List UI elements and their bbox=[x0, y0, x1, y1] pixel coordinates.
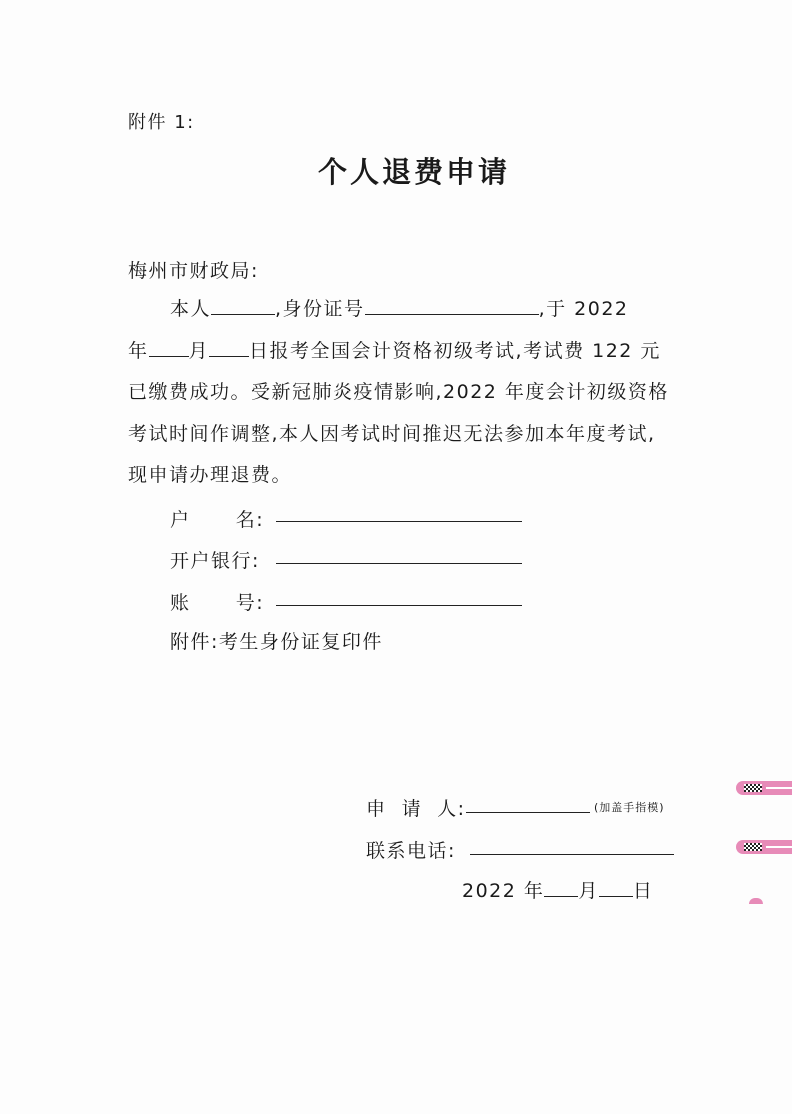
account-name-label: 户 名: bbox=[170, 509, 265, 531]
binder-tab-icon bbox=[736, 781, 792, 795]
applicant-line bbox=[466, 812, 590, 813]
date-month: 月 bbox=[578, 880, 599, 902]
recipient: 梅州市财政局: bbox=[128, 260, 259, 282]
attachment-label: 附件 1: bbox=[128, 112, 195, 133]
body-text: ,于 2022 bbox=[538, 298, 629, 320]
month-blank bbox=[149, 339, 189, 357]
account-name-line bbox=[276, 521, 522, 522]
bank-label: 开户银行: bbox=[170, 550, 260, 572]
body-line-4: 考试时间作调整,本人因考试时间推迟无法参加本年度考试, bbox=[128, 423, 656, 445]
day-blank bbox=[209, 339, 249, 357]
applicant-label: 申 请 人: bbox=[366, 798, 466, 820]
date-month-blank bbox=[544, 879, 578, 897]
body-line-2 bbox=[128, 336, 661, 363]
fingerprint-note: (加盖手指模) bbox=[594, 801, 665, 814]
date-line bbox=[462, 876, 653, 903]
date-day-blank bbox=[599, 879, 633, 897]
body-line-5: 现申请办理退费。 bbox=[128, 464, 293, 486]
attachment-note: 附件:考生身份证复印件 bbox=[170, 631, 383, 653]
bank-line bbox=[276, 563, 522, 564]
body-text: 年 bbox=[128, 340, 149, 362]
document-title: 个人退费申请 bbox=[318, 155, 511, 189]
date-year: 2022 年 bbox=[462, 880, 545, 902]
body-text: 本人 bbox=[170, 298, 212, 320]
account-no-line bbox=[276, 605, 522, 606]
phone-line bbox=[470, 854, 674, 855]
id-number-blank bbox=[365, 297, 539, 315]
body-text: ,身份证号 bbox=[275, 298, 365, 320]
date-day: 日 bbox=[632, 880, 654, 902]
account-no-label: 账 号: bbox=[170, 592, 265, 614]
binder-tab-icon bbox=[736, 840, 792, 854]
name-blank bbox=[211, 297, 275, 315]
body-text: 日报考全国会计资格初级考试,考试费 122 元 bbox=[249, 340, 661, 362]
body-line-1 bbox=[170, 294, 629, 321]
body-line-3: 已缴费成功。受新冠肺炎疫情影响,2022 年度会计初级资格 bbox=[128, 381, 669, 403]
body-text: 月 bbox=[188, 340, 210, 362]
binder-dot-icon bbox=[749, 898, 763, 904]
phone-label: 联系电话: bbox=[366, 840, 456, 862]
